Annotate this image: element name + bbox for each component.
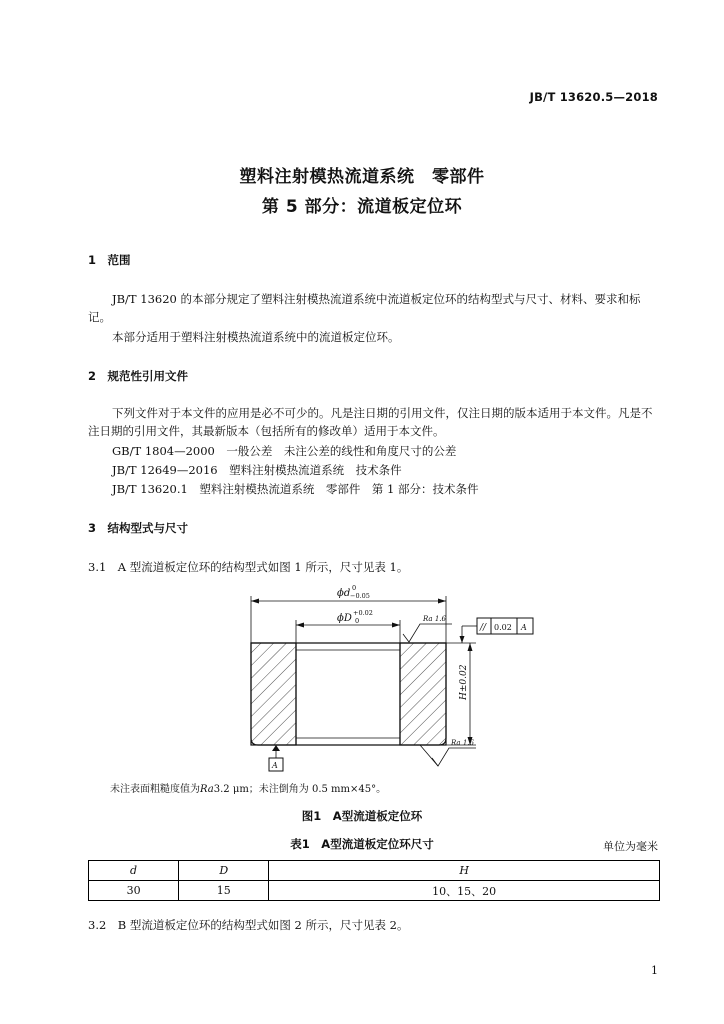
reference-item: JB/T 12649—2016 塑料注射模热流道系统 技术条件 — [112, 463, 402, 477]
dim-phi-d: ϕd — [337, 588, 351, 599]
table-cell: 30 — [89, 881, 179, 901]
dim-phi-D-lower: 0 — [355, 617, 360, 625]
table-cell: 10、15、20 — [269, 881, 660, 901]
parallelism-icon: // — [480, 623, 487, 633]
dim-phi-D: ϕD — [337, 613, 352, 624]
section-1-para-1: JB/T 13620 的本部分规定了塑料注射模热流道系统中流道板定位环的结构型式与尺寸、材料、要求和标记。 — [88, 292, 641, 324]
table-header-row — [89, 861, 660, 881]
tolerance-datum: A — [521, 623, 527, 632]
table-1-caption: 表1 A型流道板定位环尺寸 — [290, 837, 434, 851]
document-title-line1: 塑料注射模热流道系统 零部件 — [239, 167, 485, 187]
document-title-line2: 第 5 部分：流道板定位环 — [261, 197, 463, 217]
tolerance-value: 0.02 — [494, 623, 512, 632]
section-3-heading: 3 结构型式与尺寸 — [88, 521, 189, 535]
figure-1-drawing — [0, 580, 724, 780]
section-1-para-2: 本部分适用于塑料注射模热流道系统中的流道板定位环。 — [112, 330, 400, 344]
table-1 — [88, 860, 660, 901]
dim-phi-d-lower: −0.05 — [350, 592, 370, 600]
datum-label: A — [272, 761, 278, 770]
roughness-bottom-label: Ra 1.6 — [451, 739, 474, 747]
table-1-unit: 单位为毫米 — [603, 840, 658, 853]
standard-number: JB/T 13620.5—2018 — [529, 90, 658, 104]
figure-1-caption: 图1 A型流道板定位环 — [301, 809, 423, 823]
section-1-heading: 1 范围 — [88, 253, 131, 267]
column-header: D — [179, 861, 269, 881]
figure-1-note: 未注表面粗糙度值为Ra3.2 μm；未注倒角为 0.5 mm×45°。 — [110, 784, 387, 795]
dim-H: H±0.02 — [459, 664, 469, 700]
table-row — [89, 881, 660, 901]
dim-phi-d-upper: 0 — [352, 584, 357, 592]
column-header: d — [89, 861, 179, 881]
dim-phi-D-upper: +0.02 — [353, 609, 373, 617]
roughness-inner-label: Ra 1.6 — [423, 615, 446, 623]
reference-item: GB/T 1804—2000 一般公差 未注公差的线性和角度尺寸的公差 — [112, 444, 457, 458]
section-3-2-text: 3.2 B 型流道板定位环的结构型式如图 2 所示，尺寸见表 2。 — [88, 918, 409, 932]
table-cell: 15 — [179, 881, 269, 901]
section-2-para: 下列文件对于本文件的应用是必不可少的。凡是注日期的引用文件，仅注日期的版本适用于本文件。凡是不注日期的引用文件，其最新版本（包括所有的修改单）适用于本文件。 — [88, 406, 653, 438]
section-3-1-text: 3.1 A 型流道板定位环的结构型式如图 1 所示，尺寸见表 1。 — [88, 560, 409, 574]
section-2-heading: 2 规范性引用文件 — [88, 369, 189, 383]
column-header: H — [269, 861, 660, 881]
reference-item: JB/T 13620.1 塑料注射模热流道系统 零部件 第 1 部分：技术条件 — [112, 482, 479, 496]
page-number: 1 — [651, 964, 658, 977]
